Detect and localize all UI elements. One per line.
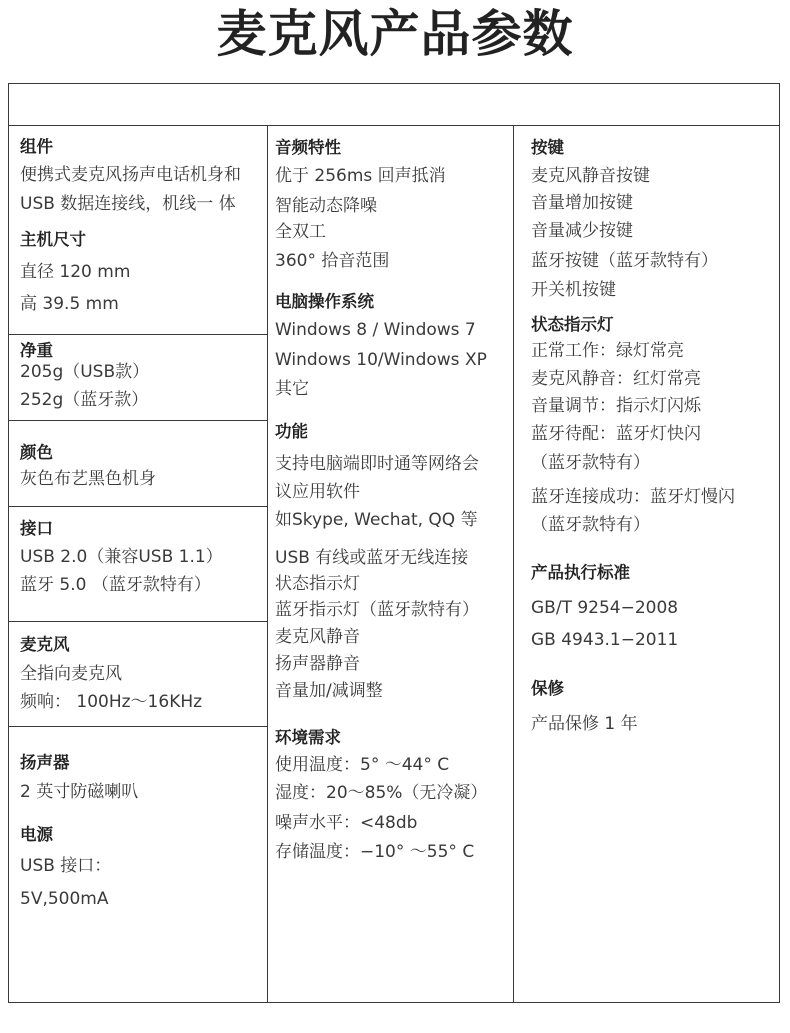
indicator-line: 麦克风静音：红灯常亮 <box>531 369 701 389</box>
environment-line: 存储温度：−10° ～55° C <box>275 842 475 862</box>
function-line: 支持电脑端即时通等网络会 <box>275 454 479 474</box>
audio-line: 全双工 <box>275 222 326 242</box>
keys-heading: 按键 <box>531 138 564 157</box>
function-line: 音量加/减调整 <box>275 681 383 701</box>
power-line: 5V,500mA <box>20 889 109 909</box>
function-line: 议应用软件 <box>275 482 360 502</box>
os-line: Windows 8 / Windows 7 <box>275 320 476 340</box>
color-heading: 颜色 <box>20 443 53 462</box>
standard-line: GB 4943.1−2011 <box>531 630 679 650</box>
os-line: 其它 <box>275 379 309 399</box>
warranty-line: 产品保修 1 年 <box>531 714 638 734</box>
interface-line: USB 2.0（兼容USB 1.1） <box>20 547 223 567</box>
host-size-line: 高 39.5 mm <box>20 294 119 314</box>
indicator-line: 蓝牙连接成功：蓝牙灯慢闪 <box>531 487 735 507</box>
keys-line: 蓝牙按键（蓝牙款特有） <box>531 251 718 271</box>
power-heading: 电源 <box>20 825 53 844</box>
table-top-band <box>9 84 779 126</box>
environment-line: 湿度：20～85%（无冷凝） <box>275 783 488 803</box>
speaker-line: 2 英寸防磁喇叭 <box>20 782 139 802</box>
audio-heading: 音频特性 <box>275 138 341 157</box>
interface-heading: 接口 <box>20 519 53 538</box>
interface-line: 蓝牙 5.0 （蓝牙款特有） <box>20 575 211 595</box>
function-line: 麦克风静音 <box>275 627 360 647</box>
row-divider-5 <box>9 726 268 727</box>
components-heading: 组件 <box>20 137 53 156</box>
row-divider-2 <box>9 420 268 421</box>
weight-line: 205g（USB款） <box>20 362 150 382</box>
function-line: USB 有线或蓝牙无线连接 <box>275 548 469 568</box>
indicator-line: （蓝牙款特有） <box>531 515 650 535</box>
column-divider-2 <box>513 125 514 1002</box>
row-divider-3 <box>9 506 268 507</box>
column-divider-1 <box>267 125 268 1002</box>
microphone-line: 频响： 100Hz～16KHz <box>20 692 203 712</box>
keys-line: 麦克风静音按键 <box>531 166 650 186</box>
components-line: 便携式麦克风扬声电话机身和 <box>20 165 241 185</box>
row-divider-1 <box>9 334 268 335</box>
host-size-line: 直径 120 mm <box>20 262 131 282</box>
keys-line: 音量增加按键 <box>531 193 633 213</box>
audio-line: 360° 拾音范围 <box>275 251 390 271</box>
audio-line: 智能动态降噪 <box>275 196 377 216</box>
indicator-line: 正常工作：绿灯常亮 <box>531 341 684 361</box>
os-line: Windows 10/Windows XP <box>275 350 487 370</box>
microphone-line: 全指向麦克风 <box>20 664 122 684</box>
environment-heading: 环境需求 <box>275 728 341 747</box>
standard-line: GB/T 9254−2008 <box>531 598 679 618</box>
environment-line: 使用温度：5° ～44° C <box>275 755 450 775</box>
row-divider-4 <box>9 621 268 622</box>
os-heading: 电脑操作系统 <box>275 292 374 311</box>
function-line: 蓝牙指示灯（蓝牙款特有） <box>275 600 479 620</box>
keys-line: 开关机按键 <box>531 280 616 300</box>
audio-line: 优于 256ms 回声抵消 <box>275 166 446 186</box>
standard-heading: 产品执行标准 <box>531 563 630 582</box>
function-line: 如Skype, Wechat, QQ 等 <box>275 510 478 530</box>
page-title: 麦克风产品参数 <box>216 5 574 63</box>
environment-line: 噪声水平：<48db <box>275 813 418 833</box>
warranty-heading: 保修 <box>531 679 564 698</box>
color-line: 灰色布艺黑色机身 <box>20 469 156 489</box>
indicator-line: 音量调节：指示灯闪烁 <box>531 396 701 416</box>
components-line: USB 数据连接线，机线一 体 <box>20 194 236 214</box>
indicator-heading: 状态指示灯 <box>531 315 614 334</box>
indicator-line: （蓝牙款特有） <box>531 453 650 473</box>
weight-line: 252g（蓝牙款） <box>20 390 149 410</box>
function-line: 扬声器静音 <box>275 654 360 674</box>
function-line: 状态指示灯 <box>275 574 360 594</box>
keys-line: 音量减少按键 <box>531 221 633 241</box>
weight-heading: 净重 <box>20 341 53 360</box>
indicator-line: 蓝牙待配：蓝牙灯快闪 <box>531 424 701 444</box>
host-size-heading: 主机尺寸 <box>20 230 86 249</box>
spec-table <box>8 83 780 1003</box>
speaker-heading: 扬声器 <box>20 753 70 772</box>
power-line: USB 接口： <box>20 856 112 876</box>
microphone-heading: 麦克风 <box>20 635 70 654</box>
function-heading: 功能 <box>275 422 308 441</box>
